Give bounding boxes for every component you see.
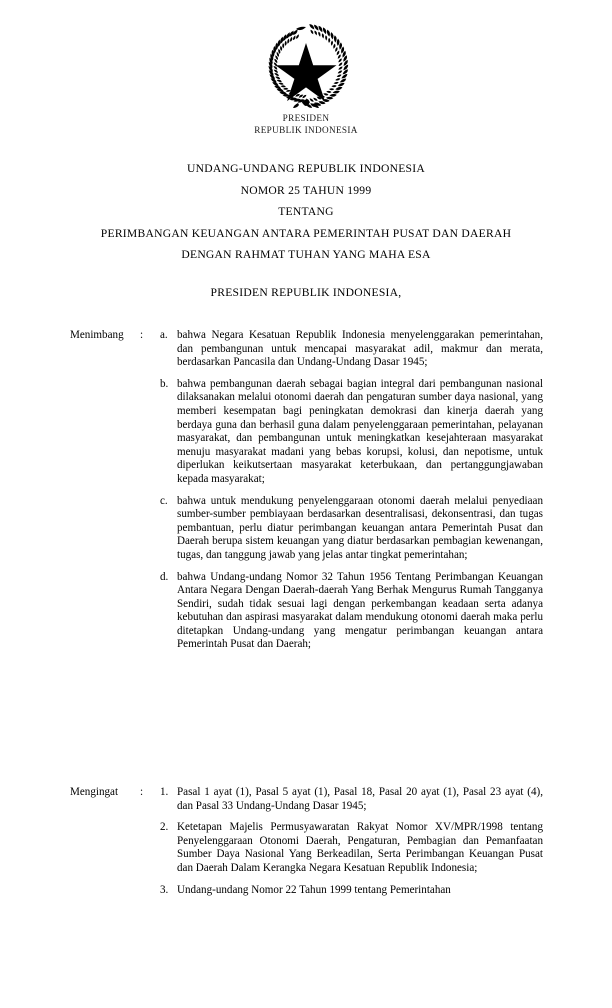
title-line-invocation: DENGAN RAHMAT TUHAN YANG MAHA ESA — [181, 248, 431, 261]
item-text: bahwa Undang-undang Nomor 32 Tahun 1956 Tentang Perimbangan Keuangan Antara Negara Dengan Daerah-daerah Yang Berhak Mengurus Rumah Tangganya Sendiri, sudah tidak sesuai lagi dengan perkembangan keadaan serta adanya kebutuhan dan aspirasi masyarakat dalam mendukung otonomi daerah maka perlu ditetapkan Undang-undang yang mengatur perimbangan keuangan antara Pemerintah Pusat dan Daerah; — [177, 570, 543, 651]
item-text: bahwa untuk mendukung penyelenggaraan otonomi daerah melalui penyediaan sumber-sumber pembiayaan berdasarkan desentralisasi, dekonsentrasi, dan tugas pembantuan, perlu diatur perimbangan keuangan antara Pemerintah Pusat dan Daerah berupa sistem keuangan yang diatur berdasarkan pembagian kewenangan, tugas, dan tanggung jawab yang jelas antar tingkat pemerintahan; — [177, 494, 543, 561]
menimbang-section — [70, 329, 543, 652]
mengingat-label: Mengingat — [70, 786, 119, 798]
menimbang-label: Menimbang — [70, 329, 124, 341]
emblem-caption-line-2: REPUBLIK INDONESIA — [254, 124, 358, 135]
issuing-authority: PRESIDEN REPUBLIK INDONESIA, — [210, 286, 402, 299]
list-item — [160, 378, 543, 487]
item-marker: 3. — [160, 883, 169, 896]
item-marker: 2. — [160, 821, 169, 834]
item-marker: b. — [160, 377, 169, 390]
title-line-number: NOMOR 25 TAHUN 1999 — [240, 183, 372, 197]
item-text: Pasal 1 ayat (1), Pasal 5 ayat (1), Pasal 18, Pasal 20 ayat (1), Pasal 23 ayat (4), dan Pasal 33 Undang-Undang Dasar 1945; — [177, 786, 543, 812]
list-item — [160, 571, 543, 653]
item-text: bahwa Negara Kesatuan Republik Indonesia menyelenggarakan pemerintahan, dan pembangunan untuk mencapai masyarakat adil, makmur dan merata, berdasarkan Pancasila dan Undang-Undang Dasar 1945; — [177, 329, 543, 369]
item-marker: a. — [160, 329, 168, 341]
emblem-caption — [0, 113, 612, 136]
mengingat-section — [70, 786, 543, 897]
indonesia-presidential-seal-star-wreath-icon — [256, 22, 356, 110]
item-marker: d. — [160, 570, 169, 583]
item-marker: 1. — [160, 786, 169, 798]
presidential-emblem-block — [0, 22, 612, 136]
list-item — [160, 821, 543, 875]
item-text: Undang-undang Nomor 22 Tahun 1999 tentang Pemerintahan — [177, 883, 451, 896]
title-line-subject: PERIMBANGAN KEUANGAN ANTARA PEMERINTAH PUSAT DAN DAERAH — [100, 226, 512, 240]
item-text: bahwa pembangunan daerah sebagai bagian integral dari pembangunan nasional dilaksanakan melalui otonomi daerah dan pengaturan sumber daya nasional, yang memberi kesempatan bagi peningkatan demokrasi dan kinerja daerah yang berdaya guna dan berhasil guna dalam penyelenggaraan pemerintahan, pelayanan masyarakat, dan pembangunan untuk meningkatkan kesejahteraan masyarakat menuju masyarakat madani yang bebas korupsi, kolusi, dan nepotisme, untuk diperlukan keikutsertaan masyarakat keterbukaan, dan pertanggungjawaban kepada masyarakat; — [177, 377, 543, 485]
title-line-tentang: TENTANG — [278, 205, 334, 218]
title-line-law-type: UNDANG-UNDANG REPUBLIK INDONESIA — [187, 162, 425, 175]
item-marker: c. — [160, 494, 168, 507]
document-title-block — [36, 158, 576, 266]
emblem-caption-line-1: PRESIDEN — [282, 113, 330, 123]
list-item — [160, 884, 543, 898]
list-item — [160, 329, 543, 370]
menimbang-colon: : — [140, 329, 144, 341]
item-text: Ketetapan Majelis Permusyawaratan Rakyat Nomor XV/MPR/1998 tentang Penyelenggaraan Otonomi Daerah, Pengaturan, Pembagian dan Pemanfaatan Sumber Daya Nasional Yang Berkeadilan, Serta Perimbangan Keuangan Pusat dan Daerah Dalam Kerangka Negara Kesatuan Republik Indonesia; — [177, 821, 543, 874]
mengingat-item-list — [160, 786, 543, 897]
list-item — [160, 786, 543, 813]
mengingat-colon: : — [140, 786, 144, 798]
list-item — [160, 495, 543, 563]
menimbang-item-list — [160, 329, 543, 652]
